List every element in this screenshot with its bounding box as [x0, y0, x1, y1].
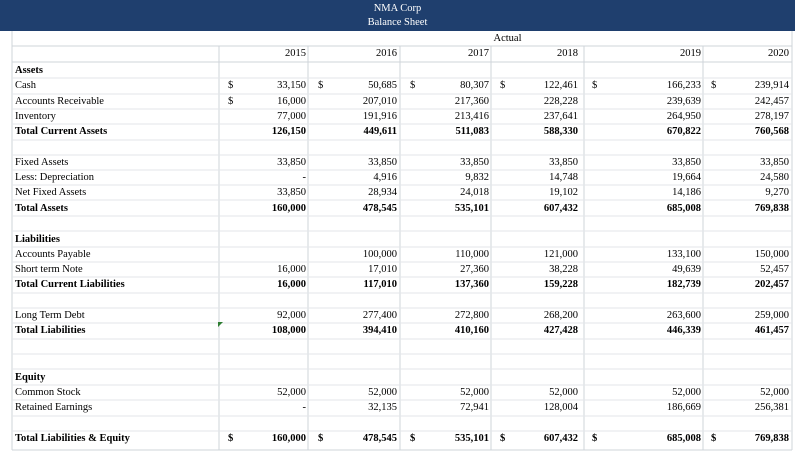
cell-value: 33,850 — [460, 157, 489, 168]
currency-symbol: $ — [318, 80, 324, 91]
cell-value: 607,432 — [543, 203, 578, 214]
row-label: Accounts Payable — [15, 249, 91, 260]
currency-symbol: $ — [711, 433, 717, 444]
table-row — [0, 401, 795, 416]
cell-value: 685,008 — [666, 203, 701, 214]
cell-value: 49,639 — [672, 264, 701, 275]
cell-value: 100,000 — [362, 249, 397, 260]
row-label: Long Term Debt — [15, 310, 85, 321]
cell-value: 24,018 — [460, 187, 489, 198]
cell-value: 33,850 — [368, 157, 397, 168]
cell-value: 133,100 — [666, 249, 701, 260]
cell-value: 16,000 — [277, 279, 306, 290]
currency-symbol: $ — [500, 80, 506, 91]
table-row — [0, 386, 795, 401]
cell-value: 478,545 — [362, 433, 397, 444]
cell-value: 50,685 — [368, 80, 397, 91]
company-name: NMA Corp — [373, 3, 422, 14]
currency-symbol: $ — [410, 433, 416, 444]
cell-value: 110,000 — [455, 249, 489, 260]
cell-value: 14,748 — [549, 172, 578, 183]
cell-value: 52,457 — [760, 264, 789, 275]
row-label: Cash — [15, 80, 36, 91]
cell-value: 217,360 — [454, 96, 489, 107]
row-label: Common Stock — [15, 387, 81, 398]
cell-comment-indicator — [218, 322, 223, 327]
table-row — [0, 186, 795, 201]
year-2019: 2019 — [680, 48, 701, 59]
sheet-header — [0, 0, 795, 31]
year-2017: 2017 — [468, 48, 489, 59]
currency-symbol: $ — [318, 433, 324, 444]
cell-value: 588,330 — [543, 126, 578, 137]
cell-value: 33,850 — [277, 157, 306, 168]
table-row — [0, 95, 795, 110]
cell-value: 535,101 — [454, 203, 489, 214]
cell-value: 24,580 — [760, 172, 789, 183]
cell-value: 607,432 — [543, 433, 578, 444]
cell-value: 228,228 — [543, 96, 578, 107]
cell-value: 685,008 — [666, 433, 701, 444]
cell-value: 19,102 — [549, 187, 578, 198]
cell-value: 239,914 — [754, 80, 789, 91]
cell-value: 122,461 — [543, 80, 578, 91]
currency-symbol: $ — [228, 80, 234, 91]
section-title: Liabilities — [15, 234, 60, 245]
cell-value: 52,000 — [672, 387, 701, 398]
table-row — [0, 171, 795, 186]
table-row — [0, 309, 795, 324]
table-row-total — [0, 278, 795, 293]
cell-value: 19,664 — [672, 172, 701, 183]
row-label: Total Current Liabilities — [15, 279, 125, 290]
cell-value: 769,838 — [754, 203, 789, 214]
table-row-total — [0, 202, 795, 217]
cell-value: 137,360 — [454, 279, 489, 290]
currency-symbol: $ — [711, 80, 717, 91]
cell-value: 278,197 — [754, 111, 789, 122]
cell-value: 511,083 — [455, 126, 489, 137]
cell-value: 166,233 — [666, 80, 701, 91]
currency-symbol: $ — [410, 80, 416, 91]
cell-value: 52,000 — [460, 387, 489, 398]
cell-value: 28,934 — [368, 187, 397, 198]
cell-value: 264,950 — [666, 111, 701, 122]
actual-group-label: Actual — [493, 33, 522, 44]
table-row — [0, 263, 795, 278]
cell-value: 259,000 — [754, 310, 789, 321]
section-liabilities — [0, 233, 795, 248]
cell-value: 446,339 — [666, 325, 701, 336]
sheet-title: Balance Sheet — [367, 17, 428, 28]
row-label: Net Fixed Assets — [15, 187, 87, 198]
cell-value: 159,228 — [543, 279, 578, 290]
cell-value: 128,004 — [543, 402, 578, 413]
cell-value: 33,850 — [672, 157, 701, 168]
year-2015: 2015 — [285, 48, 306, 59]
table-row — [0, 248, 795, 263]
cell-value: 52,000 — [549, 387, 578, 398]
cell-value: 427,428 — [543, 325, 578, 336]
cell-value: 202,457 — [754, 279, 789, 290]
row-label: Accounts Receivable — [15, 96, 104, 107]
cell-value: - — [302, 402, 306, 413]
cell-value: 33,850 — [760, 157, 789, 168]
table-row — [0, 79, 795, 94]
row-label: Retained Earnings — [15, 402, 93, 413]
cell-value: 272,800 — [454, 310, 489, 321]
year-2020: 2020 — [768, 48, 789, 59]
cell-value: 9,832 — [465, 172, 489, 183]
cell-value: 263,600 — [666, 310, 701, 321]
section-title: Assets — [15, 65, 43, 76]
row-label: Fixed Assets — [15, 157, 69, 168]
cell-value: 461,457 — [754, 325, 789, 336]
cell-value: 670,822 — [666, 126, 701, 137]
row-label: Total Liabilities — [15, 325, 86, 336]
cell-value: 52,000 — [760, 387, 789, 398]
cell-value: 52,000 — [277, 387, 306, 398]
cell-value: 14,186 — [672, 187, 701, 198]
cell-value: 121,000 — [543, 249, 578, 260]
cell-value: 126,150 — [271, 126, 306, 137]
table-row-total — [0, 324, 795, 339]
cell-value: 449,611 — [363, 126, 397, 137]
cell-value: 535,101 — [454, 433, 489, 444]
cell-value: 80,307 — [460, 80, 489, 91]
section-assets — [0, 64, 795, 79]
cell-value: 239,639 — [666, 96, 701, 107]
row-label: Total Liabilities & Equity — [15, 433, 130, 444]
cell-value: 72,941 — [460, 402, 489, 413]
cell-value: 33,850 — [549, 157, 578, 168]
cell-value: - — [302, 172, 306, 183]
row-label: Total Assets — [15, 203, 68, 214]
table-row-total — [0, 432, 795, 447]
cell-value: 9,270 — [765, 187, 789, 198]
cell-value: 182,739 — [666, 279, 701, 290]
cell-value: 17,010 — [368, 264, 397, 275]
cell-value: 16,000 — [277, 96, 306, 107]
cell-value: 77,000 — [277, 111, 306, 122]
currency-symbol: $ — [500, 433, 506, 444]
year-2016: 2016 — [376, 48, 397, 59]
cell-value: 117,010 — [363, 279, 397, 290]
cell-value: 16,000 — [277, 264, 306, 275]
cell-value: 256,381 — [754, 402, 789, 413]
cell-value: 268,200 — [543, 310, 578, 321]
table-row — [0, 156, 795, 171]
cell-value: 27,360 — [460, 264, 489, 275]
table-row — [0, 110, 795, 125]
cell-value: 108,000 — [271, 325, 306, 336]
cell-value: 150,000 — [754, 249, 789, 260]
year-2018: 2018 — [557, 48, 578, 59]
cell-value: 760,568 — [754, 126, 789, 137]
cell-value: 52,000 — [368, 387, 397, 398]
cell-value: 191,916 — [362, 111, 397, 122]
section-title: Equity — [15, 372, 46, 383]
cell-value: 33,150 — [277, 80, 306, 91]
cell-value: 38,228 — [549, 264, 578, 275]
cell-value: 160,000 — [271, 203, 306, 214]
cell-value: 213,416 — [454, 111, 489, 122]
cell-value: 207,010 — [362, 96, 397, 107]
row-label: Total Current Assets — [15, 126, 108, 137]
currency-symbol: $ — [592, 80, 598, 91]
cell-value: 160,000 — [271, 433, 306, 444]
cell-value: 33,850 — [277, 187, 306, 198]
currency-symbol: $ — [592, 433, 598, 444]
currency-symbol: $ — [228, 96, 234, 107]
cell-value: 237,641 — [543, 111, 578, 122]
table-row-total — [0, 125, 795, 140]
cell-value: 277,400 — [362, 310, 397, 321]
cell-value: 394,410 — [362, 325, 397, 336]
cell-value: 92,000 — [277, 310, 306, 321]
cell-value: 32,135 — [368, 402, 397, 413]
row-label: Less: Depreciation — [15, 172, 95, 183]
section-equity — [0, 371, 795, 386]
row-label: Inventory — [15, 111, 56, 122]
cell-value: 186,669 — [666, 402, 701, 413]
cell-value: 242,457 — [754, 96, 789, 107]
cell-value: 769,838 — [754, 433, 789, 444]
row-label: Short term Note — [15, 264, 83, 275]
cell-value: 4,916 — [373, 172, 397, 183]
currency-symbol: $ — [228, 433, 234, 444]
cell-value: 478,545 — [362, 203, 397, 214]
cell-value: 410,160 — [454, 325, 489, 336]
